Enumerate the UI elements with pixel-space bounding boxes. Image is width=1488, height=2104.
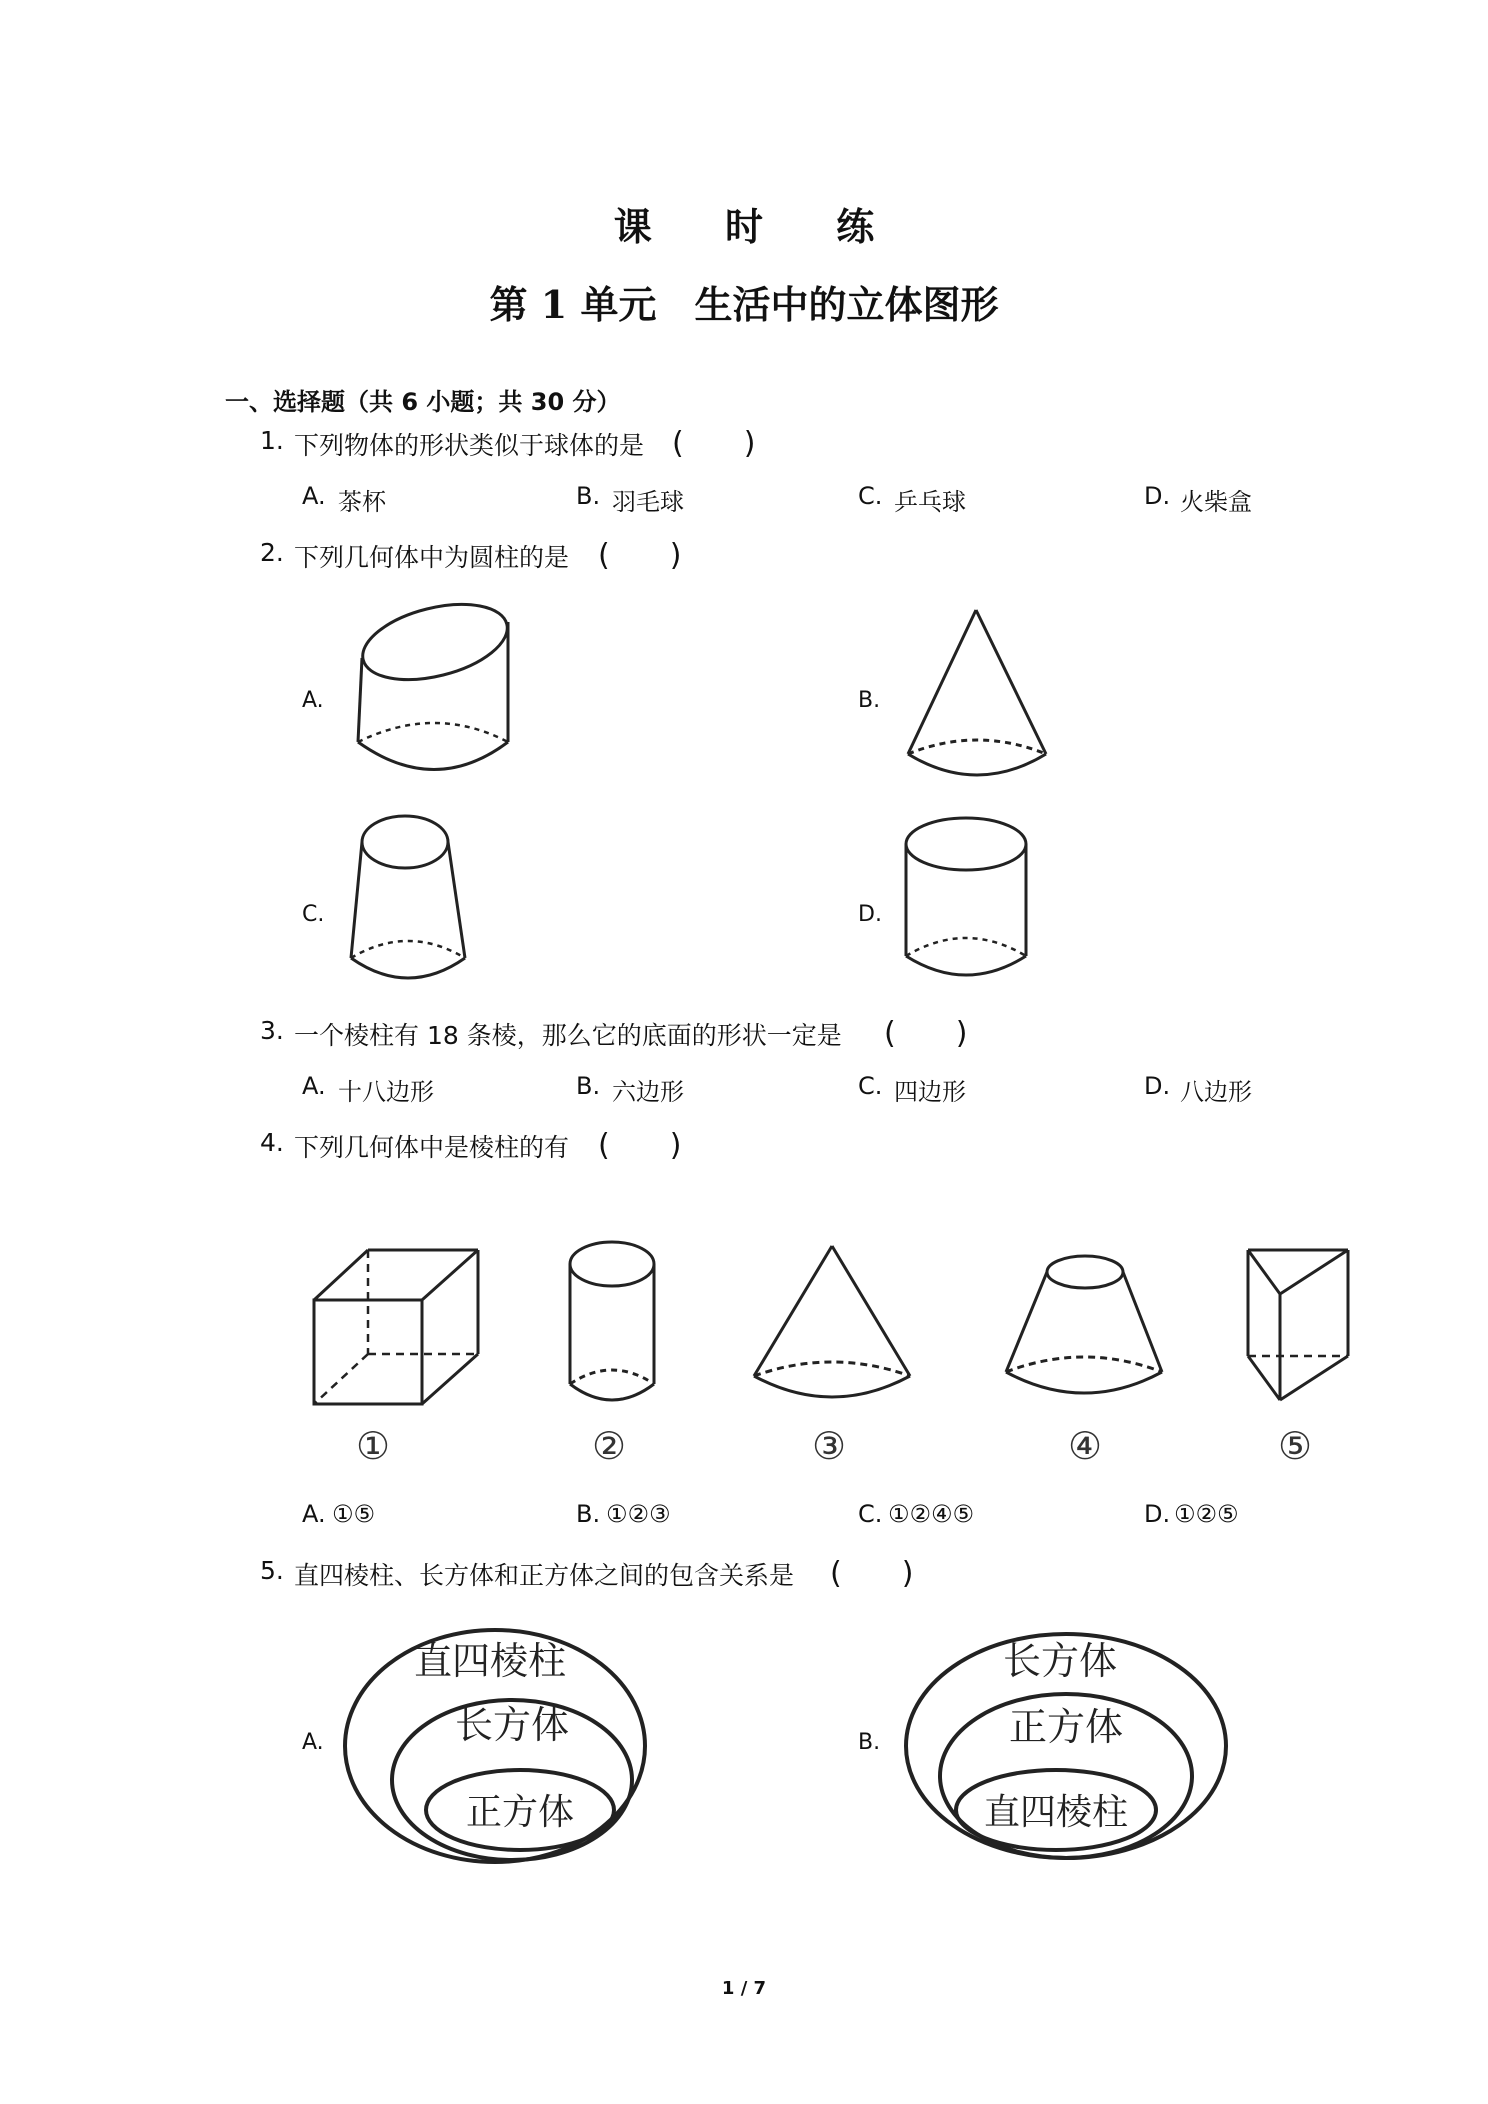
question-number: 4. [260, 1128, 284, 1157]
frustum-figure [345, 810, 475, 994]
nested-ellipses-figure-b [896, 1610, 1236, 1870]
ring-label-middle: 正方体 [1008, 1705, 1124, 1749]
option-text: 六边形 [612, 1078, 684, 1106]
answer-paren: ( ) [672, 426, 756, 461]
option-text: 茶杯 [338, 488, 386, 516]
figure-label: ① [356, 1424, 391, 1468]
page-subtitle: 第 1 单元 生活中的立体图形 [489, 282, 999, 327]
question-number: 1. [260, 426, 284, 455]
option-label: C. [858, 1072, 883, 1100]
figure-label: ④ [1068, 1424, 1103, 1468]
option-label: B. [858, 1730, 881, 1755]
section-title: 一、选择题（共 6 小题；共 30 分） [225, 388, 621, 416]
option-text: 羽毛球 [612, 488, 684, 516]
option-text: 火柴盒 [1180, 488, 1252, 516]
option-label: D. [858, 902, 882, 927]
option-label: D. [1144, 482, 1171, 510]
cylinder-figure [900, 810, 1040, 994]
option-label: C. [858, 1500, 883, 1528]
triangular-prism-figure [1244, 1244, 1354, 1414]
question-number: 5. [260, 1556, 284, 1585]
answer-paren: ( ) [598, 1128, 682, 1163]
figure-label: ⑤ [1278, 1424, 1313, 1468]
question-text: 下列几何体中为圆柱的是 [294, 543, 570, 572]
option-label: B. [576, 482, 601, 510]
question-number: 2. [260, 538, 284, 567]
ring-label-inner: 直四棱柱 [983, 1792, 1129, 1833]
cone-figure [900, 606, 1060, 786]
option-label: A. [302, 688, 324, 713]
option-label: A. [302, 1072, 326, 1100]
option-label: B. [576, 1072, 601, 1100]
option-label: C. [858, 482, 883, 510]
option-label: D. [1144, 1072, 1171, 1100]
answer-paren: ( ) [884, 1016, 968, 1051]
frustum-figure [1000, 1250, 1170, 1416]
option-text: ①⑤ [332, 1500, 376, 1528]
option-label: A. [302, 1500, 326, 1528]
option-text: ①②④⑤ [888, 1500, 975, 1528]
option-label: A. [302, 1730, 324, 1755]
cone-figure [748, 1242, 918, 1412]
page-title: 课 时 练 [613, 204, 905, 249]
question-number: 3. [260, 1016, 284, 1045]
figure-label: ② [592, 1424, 627, 1468]
option-label: A. [302, 482, 326, 510]
question-text: 下列物体的形状类似于球体的是 [294, 431, 645, 460]
nested-ellipses-figure-a [340, 1610, 650, 1870]
figure-label: ③ [812, 1424, 847, 1468]
cylinder-figure [564, 1236, 664, 1416]
ring-label-inner: 正方体 [465, 1792, 575, 1833]
option-label: B. [858, 688, 881, 713]
option-label: D. [1144, 1500, 1171, 1528]
answer-paren: ( ) [598, 538, 682, 573]
answer-paren: ( ) [830, 1556, 914, 1591]
option-text: 十八边形 [338, 1078, 434, 1106]
ring-label-outer: 直四棱柱 [413, 1639, 567, 1683]
option-label: B. [576, 1500, 601, 1528]
oblique-cylinder-figure [350, 592, 520, 788]
option-label: C. [302, 902, 325, 927]
option-text: 四边形 [894, 1078, 966, 1106]
cube-figure [306, 1244, 486, 1414]
ring-label-middle: 长方体 [454, 1703, 570, 1747]
ring-label-outer: 长方体 [1002, 1639, 1118, 1683]
question-text: 下列几何体中是棱柱的有 [294, 1133, 570, 1162]
question-text: 直四棱柱、长方体和正方体之间的包含关系是 [294, 1561, 795, 1590]
question-text: 一个棱柱有 18 条棱，那么它的底面的形状一定是 [294, 1021, 842, 1050]
option-text: ①②③ [606, 1500, 671, 1528]
option-text: 乒乓球 [894, 488, 966, 516]
option-text: 八边形 [1180, 1078, 1252, 1106]
page-number: 1 / 7 [721, 1978, 767, 1999]
option-text: ①②⑤ [1174, 1500, 1239, 1528]
